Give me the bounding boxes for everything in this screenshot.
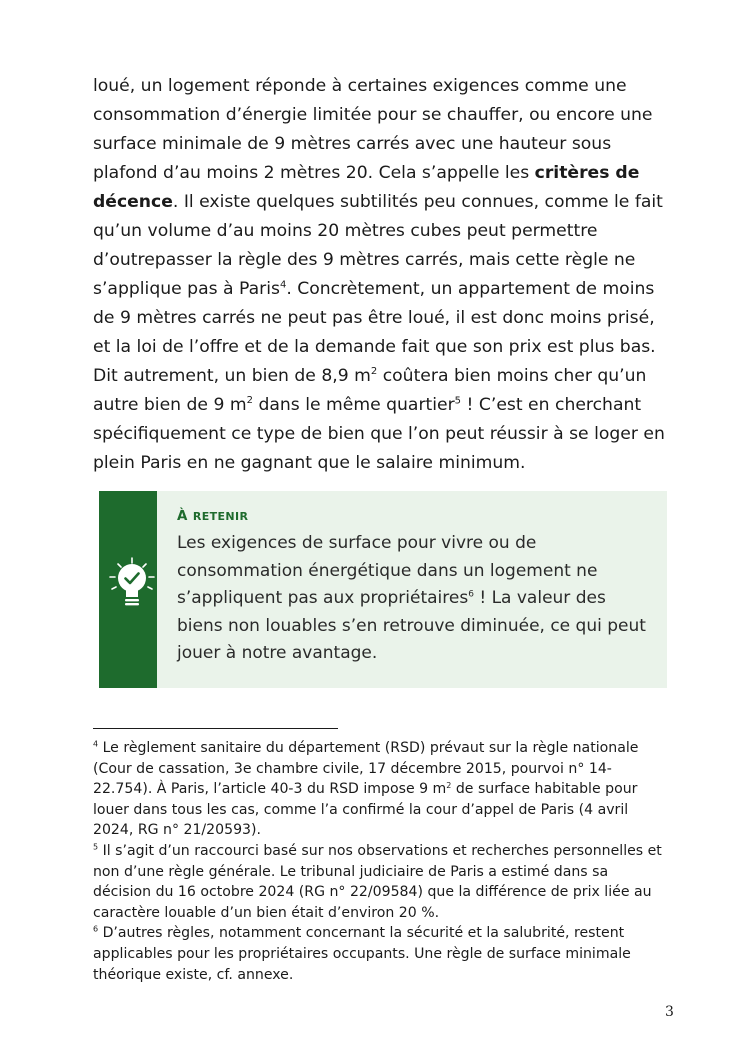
callout-text-segment: Les exigences de surface pour vivre ou de consommation énergétique dans un logement ne s’appliquent pas aux propriétaires	[177, 533, 598, 609]
superscript-squared: 2	[246, 395, 253, 406]
footnote-ref-4[interactable]: 4	[279, 279, 287, 291]
footnotes	[93, 738, 668, 985]
body-paragraph	[93, 72, 673, 478]
footnote-4	[93, 738, 668, 841]
footnote-number: 4	[93, 739, 99, 749]
callout-text	[177, 530, 647, 668]
superscript-squared: 2	[370, 366, 378, 377]
footnote-text: D’autres règles, notamment concernant la sécurité et la salubrité, restent applicables pour les propriétaires occupants. Une règle de surface minimale théorique existe, cf. annexe.	[93, 925, 631, 983]
footnote-text: Le règlement sanitaire du département (RSD) prévaut sur la règle nationale (Cour de cassation, 3e chambre civile, 17 décembre 2015, pourvoi n° 14-22.754). À Paris, l’article 40-3 du RSD impose 9 m	[93, 740, 639, 798]
footnote-text: de surface habitable pour louer dans tous les cas, comme l’a confirmé la cour d’appel de Paris (4 avril 2024, RG n° 21/20593).	[93, 781, 638, 839]
body-text-segment: . Il existe quelques subtilités peu connues, comme le fait qu’un volume d’au moins 20 mètres cubes peut permettre d’outrepasser la règle des 9 mètres carrés, mais cette règle ne s’applique pas à Paris	[93, 192, 663, 299]
callout-title-rest: RETENIR	[192, 510, 249, 523]
footnote-6	[93, 923, 668, 985]
bold-term: critères de décence	[93, 163, 640, 212]
callout-box	[99, 491, 667, 688]
body-text-segment: dans le même quartier	[252, 395, 455, 415]
footnote-separator	[93, 728, 338, 729]
body-text-segment: . Concrètement, un appartement de moins de 9 mètres carrés ne peut pas être loué, il est donc moins prisé, et la loi de l’offre et de la demande fait que son prix est plus bas. Dit autrement, un bien de 8,9 m	[93, 279, 656, 386]
footnote-ref-6[interactable]: 6	[468, 589, 474, 600]
callout-title	[177, 509, 647, 524]
lightbulb-check-icon	[107, 555, 157, 617]
body-text-segment: loué, un logement réponde à certaines exigences comme une consommation d’énergie limitée pour se chauffer, ou encore une surface minimale de 9 mètres carrés avec une hauteur sous plafond d’au moins 2 mètres 20. Cela s’appelle les	[93, 76, 653, 183]
footnote-number: 5	[93, 842, 99, 852]
callout-content	[157, 491, 667, 688]
footnote-number: 6	[93, 924, 99, 934]
footnote-5	[93, 841, 668, 923]
footnote-ref-5[interactable]: 5	[454, 395, 462, 407]
callout-text-segment: ! La valeur des biens non louables s’en retrouve diminuée, ce qui peut jouer à notre avantage.	[177, 588, 646, 664]
footnote-text: Il s’agit d’un raccourci basé sur nos observations et recherches personnelles et non d’une règle générale. Le tribunal judiciaire de Paris a estimé dans sa décision du 16 octobre 2024 (RG n° 22/09584) que la différence de prix liée au caractère louable d’un bien était d’environ 20 %.	[93, 842, 662, 921]
callout-title-initial: À	[177, 509, 188, 524]
callout-accent-bar	[99, 491, 157, 688]
body-text-segment: coûtera bien moins cher qu’un autre bien de 9 m	[93, 366, 647, 415]
body-text-segment: ! C’est en cherchant spécifiquement ce type de bien que l’on peut réussir à se loger en plein Paris en ne gagnant que le salaire minimum.	[93, 395, 665, 473]
superscript-squared: 2	[446, 781, 452, 791]
page-number: 3	[665, 1004, 674, 1020]
